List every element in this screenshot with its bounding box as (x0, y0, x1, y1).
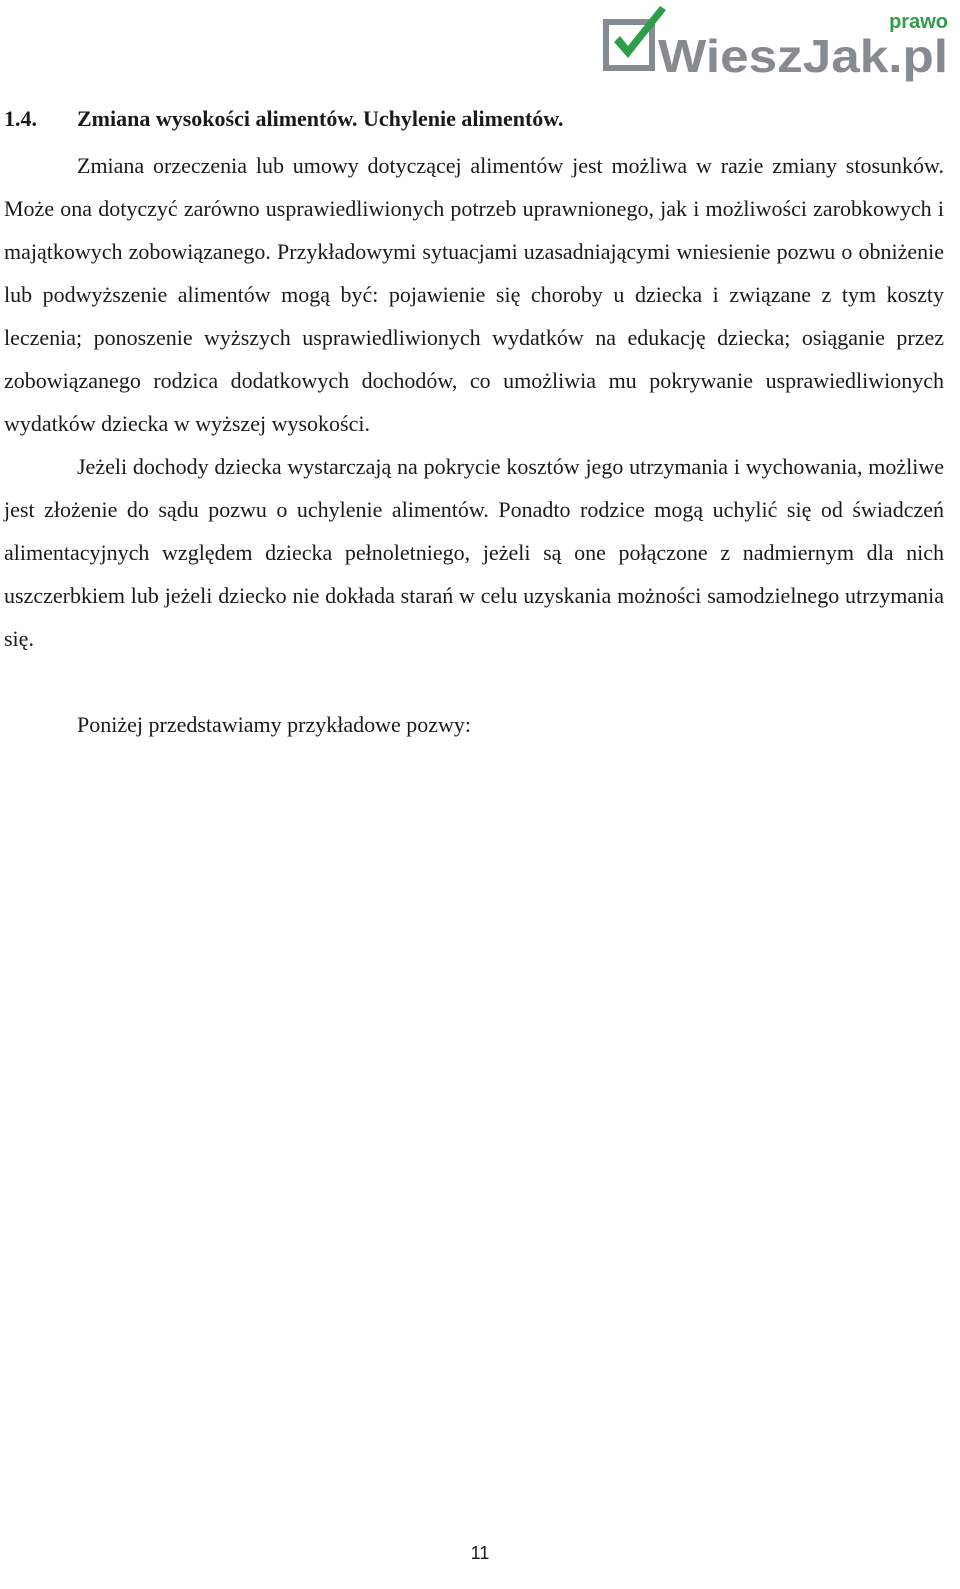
paragraph-revocation-of-alimony: Jeżeli dochody dziecka wystarczają na pokrycie kosztów jego utrzymania i wychowania, możliwe jest złożenie do sądu pozwu o uchylenie alimentów. Ponadto rodzice mogą uchylić się od świadczeń alimentacyjnych względem dziecka pełnoletniego, jeżeli są one połączone z nadmiernym dla nich uszczerbkiem lub jeżeli dziecko nie dokłada starań w celu uzyskania możności samodzielnego utrzymania się. (4, 454, 944, 651)
logo-main-word: WieszJak.pl (658, 30, 948, 82)
paragraph-change-of-alimony: Zmiana orzeczenia lub umowy dotyczącej alimentów jest możliwa w razie zmiany stosunków. Może ona dotyczyć zarówno usprawiedliwionych potrzeb uprawnionego, jak i możliwości zarobkowych i majątkowych zobowiązanego. Przykładowymi sytuacjami uzasadniającymi wniesienie pozwu o obniżenie lub podwyższenie alimentów mogą być: pojawienie się choroby u dziecka i związane z tym koszty leczenia; ponoszenie wyższych usprawiedliwionych wydatków na edukację dziecka; osiąganie przez zobowiązanego rodzica dodatkowych dochodów, co umożliwia mu pokrywanie usprawiedliwionych wydatków dziecka w wyższej wysokości. (4, 153, 944, 436)
intro-line: Poniżej przedstawiamy przykładowe pozwy: (77, 712, 472, 737)
wieszjak-logo-graphic (602, 6, 954, 82)
document-body (4, 104, 944, 746)
section-heading (4, 104, 944, 134)
section-title: Zmiana wysokości alimentów. Uchylenie alimentów. (77, 106, 564, 131)
logo-top-word: prawo (889, 11, 948, 33)
page-number: 11 (470, 1543, 490, 1563)
wieszjak-logo (602, 6, 954, 82)
section-number: 1.4. (4, 106, 37, 131)
